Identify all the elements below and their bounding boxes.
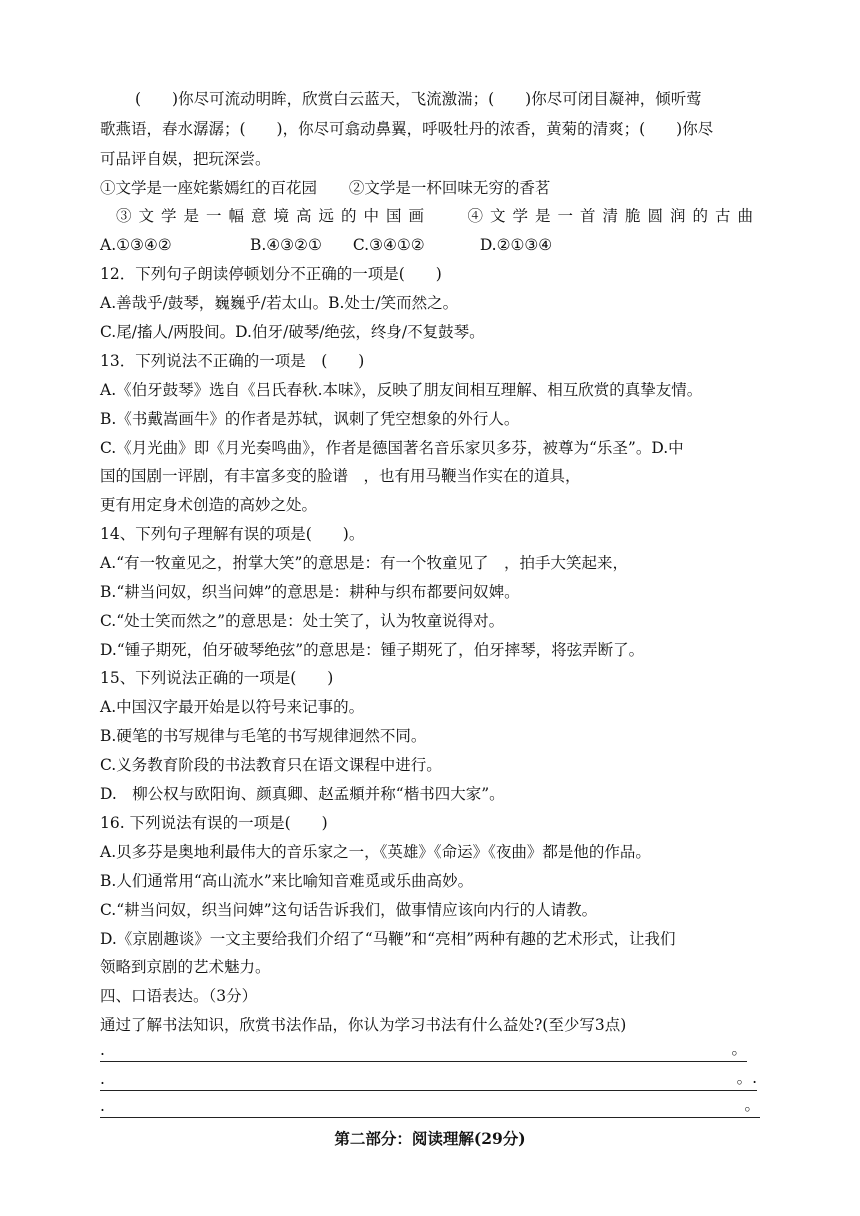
q11-line-1: ( )你尽可流动明眸，欣赏白云蓝天，飞流激湍；( )你尽可闭目凝神，倾听莺 (135, 90, 702, 108)
q13-option-c-line-1: C.《月光曲》即《月光奏鸣曲》，作者是德国著名音乐家贝多芬，被尊为“乐圣”。D.中 (100, 439, 684, 457)
q11-option-3: ③文学是一幅意境高远的中国画 (116, 207, 432, 225)
answer-line-1-end: 。 (731, 1040, 747, 1058)
section-4-prompt: 通过了解书法知识，欣赏书法作品，你认为学习书法有什么益处?(至少写3点) (100, 1016, 627, 1034)
answer-line-1-start: . (100, 1041, 105, 1059)
q11-choice-a: A.①③④② (100, 236, 172, 254)
q14-stem: 14、下列句子理解有误的项是( )。 (100, 525, 365, 543)
q13-option-a: A.《伯牙鼓琴》选自《吕氏春秋.本味》，反映了朋友间相互理解、相互欣赏的真挚友情。 (100, 381, 703, 399)
answer-line-3-start: . (100, 1097, 105, 1115)
q13-stem: 13．下列说法不正确的一项是 ( ) (100, 352, 365, 370)
q11-choice-b: B.④③②① (249, 236, 322, 254)
q15-option-b: B.硬笔的书写规律与毛笔的书写规律迥然不同。 (100, 727, 427, 745)
answer-line-2[interactable] (100, 1070, 757, 1091)
q11-option-1: ①文学是一座姹紫嫣红的百花园 (100, 179, 318, 197)
q16-option-c: C.“耕当问奴，织当问婢”这句话告诉我们，做事情应该向内行的人请教。 (100, 901, 598, 919)
q16-option-b: B.人们通常用“高山流水”来比喻知音难觅或乐曲高妙。 (100, 872, 474, 890)
q16-option-a: A.贝多芬是奥地利最伟大的音乐家之一，《英雄》《命运》《夜曲》都是他的作品。 (100, 843, 651, 861)
q11-line-2: 歌燕语，春水潺潺；( )，你尽可翕动鼻翼，呼吸牡丹的浓香，黄菊的清爽；( )你尽 (100, 120, 714, 138)
q11-options-row-1 (100, 178, 760, 200)
q12-options-cd: C.尾/搐人/两股间。D.伯牙/破琴/绝弦，终身/不复鼓琴。 (100, 323, 485, 341)
section-4-heading: 四、口语表达。（3分） (100, 987, 258, 1005)
q16-stem: 16. 下列说法有误的一项是( ) (100, 814, 328, 832)
q11-choices (100, 235, 760, 257)
q15-option-a: A.中国汉字最开始是以符号来记事的。 (100, 698, 365, 716)
q11-line-3: 可品评自娱，把玩深尝。 (100, 150, 271, 168)
q13-option-c-line-3: 更有用定身术创造的高妙之处。 (100, 496, 318, 514)
q11-choice-d: D.②①③④ (479, 236, 553, 254)
q14-option-c: C.“处士笑而然之”的意思是：处士笑了，认为牧童说得对。 (100, 612, 505, 630)
q11-option-2: ②文学是一杯回味无穷的香茗 (348, 179, 551, 197)
q15-stem: 15、下列说法正确的一项是( ) (100, 669, 334, 687)
q16-option-d-line-1: D.《京剧趣谈》一文主要给我们介绍了“马鞭”和“亮相”两种有趣的艺术形式，让我们 (100, 930, 676, 948)
q13-option-c-line-2: 国的国剧一评剧，有丰富多变的脸谱 ，也有用马鞭当作实在的道具， (100, 467, 581, 485)
answer-line-1[interactable] (100, 1041, 747, 1062)
q11-options-row-2 (116, 206, 760, 228)
answer-line-3-end: 。 (744, 1096, 760, 1114)
q12-options-ab: A.善哉乎/鼓琴，巍巍乎/若太山。B.处士/笑而然之。 (100, 294, 459, 312)
q11-choice-c: C.③④①② (352, 236, 425, 254)
q11-option-4: ④文学是一首清脆圆润的古曲 (467, 207, 760, 225)
part-2-title: 第二部分：阅读理解(29分) (334, 1129, 526, 1148)
answer-line-2-start: . (100, 1070, 105, 1088)
answer-line-3[interactable] (100, 1097, 760, 1118)
q16-option-d-line-2: 领略到京剧的艺术魅力。 (100, 958, 271, 976)
q14-option-d: D.“锺子期死，伯牙破琴绝弦”的意思是：锺子期死了，伯牙摔琴，将弦弄断了。 (100, 641, 645, 659)
q12-stem: 12．下列句子朗读停顿划分不正确的一项是( ) (100, 265, 442, 283)
q14-option-a: A.“有一牧童见之，拊掌大笑”的意思是：有一个牧童见了 ，拍手大笑起来， (100, 554, 628, 572)
q14-option-b: B.“耕当问奴，织当问婢”的意思是：耕种与织布都要问奴婢。 (100, 583, 520, 601)
answer-line-2-end: 。. (736, 1069, 757, 1087)
q15-option-c: C.义务教育阶段的书法教育只在语文课程中进行。 (100, 756, 442, 774)
q13-option-b: B.《书戴嵩画牛》的作者是苏轼，讽刺了凭空想象的外行人。 (100, 410, 520, 428)
q15-option-d: D. 柳公权与欧阳询、颜真卿、赵孟頫并称“楷书四大家”。 (100, 785, 505, 803)
